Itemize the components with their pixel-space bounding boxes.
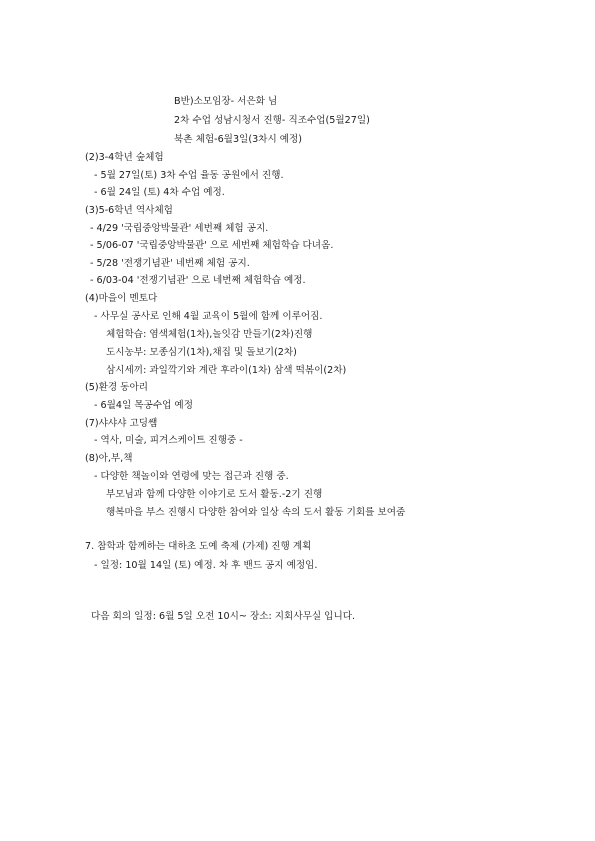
- line-mentor-1: - 사무실 공사로 인해 4월 교육이 5월에 함께 이루어짐.: [94, 311, 323, 322]
- line-tutor-1: - 역사, 미술, 피겨스케이트 진행중 -: [94, 435, 243, 446]
- line-bukchon: 북촌 체험-6월3일(3차시 예정): [174, 134, 303, 145]
- line-environment-1: - 6월4일 목공수업 예정: [94, 400, 193, 411]
- line-mentor-3: 도시농부: 모종심기(1차),채집 및 돌보기(2차): [106, 347, 297, 358]
- heading-high-school-tutor: (7)샤샤샤 고딩쌤: [85, 418, 158, 429]
- line-abuchaek-2: 부모님과 함께 다양한 이야기로 도서 활동.-2기 진행: [106, 489, 323, 500]
- line-abuchaek-1: - 다양한 책놀이와 연령에 맞는 접근과 진행 중.: [94, 471, 289, 482]
- line-b-group-leader: B반)소모임장- 서은화 님: [174, 96, 278, 107]
- line-abuchaek-3: 행복마을 부스 진행시 다양한 참여와 일상 속의 도서 활동 기회를 보여줌: [106, 507, 406, 518]
- heading-forest-experience: (2)3-4학년 숲체험: [85, 152, 164, 163]
- line-forest-2: - 6월 24일 (토) 4차 수업 예정.: [94, 187, 225, 198]
- heading-history-experience: (3)5-6학년 역사체험: [85, 205, 173, 216]
- heading-environment-club: (5)환경 동아리: [85, 382, 148, 393]
- line-history-2: - 5/06-07 '국립중앙박물관' 으로 세번째 체험학습 다녀옴.: [90, 240, 334, 251]
- next-meeting-notice: 다음 회의 일정: 6월 5일 오전 10시~ 장소: 지회사무실 입니다.: [91, 611, 356, 622]
- heading-village-mentor: (4)마을이 멘토다: [85, 293, 158, 304]
- line-mentor-4: 삼시세끼: 과일깍기와 계란 후라이(1차) 삼색 떡볶이(2차): [106, 365, 347, 376]
- line-history-1: - 4/29 '국립중앙박물관' 세번째 체험 공지.: [90, 223, 269, 234]
- line-history-3: - 5/28 '전쟁기념관' 네번째 체험 공지.: [90, 258, 250, 269]
- heading-pottery-festival: 7. 참학과 함께하는 대하초 도예 축제 (가제) 진행 계획: [85, 541, 312, 552]
- heading-abuchaek: (8)아,부,책: [85, 453, 133, 464]
- line-festival-schedule: - 일정: 10월 14일 (토) 예정. 차 후 밴드 공지 예정임.: [94, 560, 318, 571]
- line-history-4: - 6/03-04 '전쟁기념관' 으로 네번째 체험학습 예정.: [90, 275, 306, 286]
- line-mentor-2: 체험학습: 염색체험(1차),놀잇감 만들기(2차)진행: [106, 329, 313, 340]
- line-second-class: 2차 수업 성남시청서 진행- 직조수업(5월27일): [174, 115, 370, 126]
- line-forest-1: - 5월 27일(토) 3차 수업 율동 공원에서 진행.: [94, 170, 284, 181]
